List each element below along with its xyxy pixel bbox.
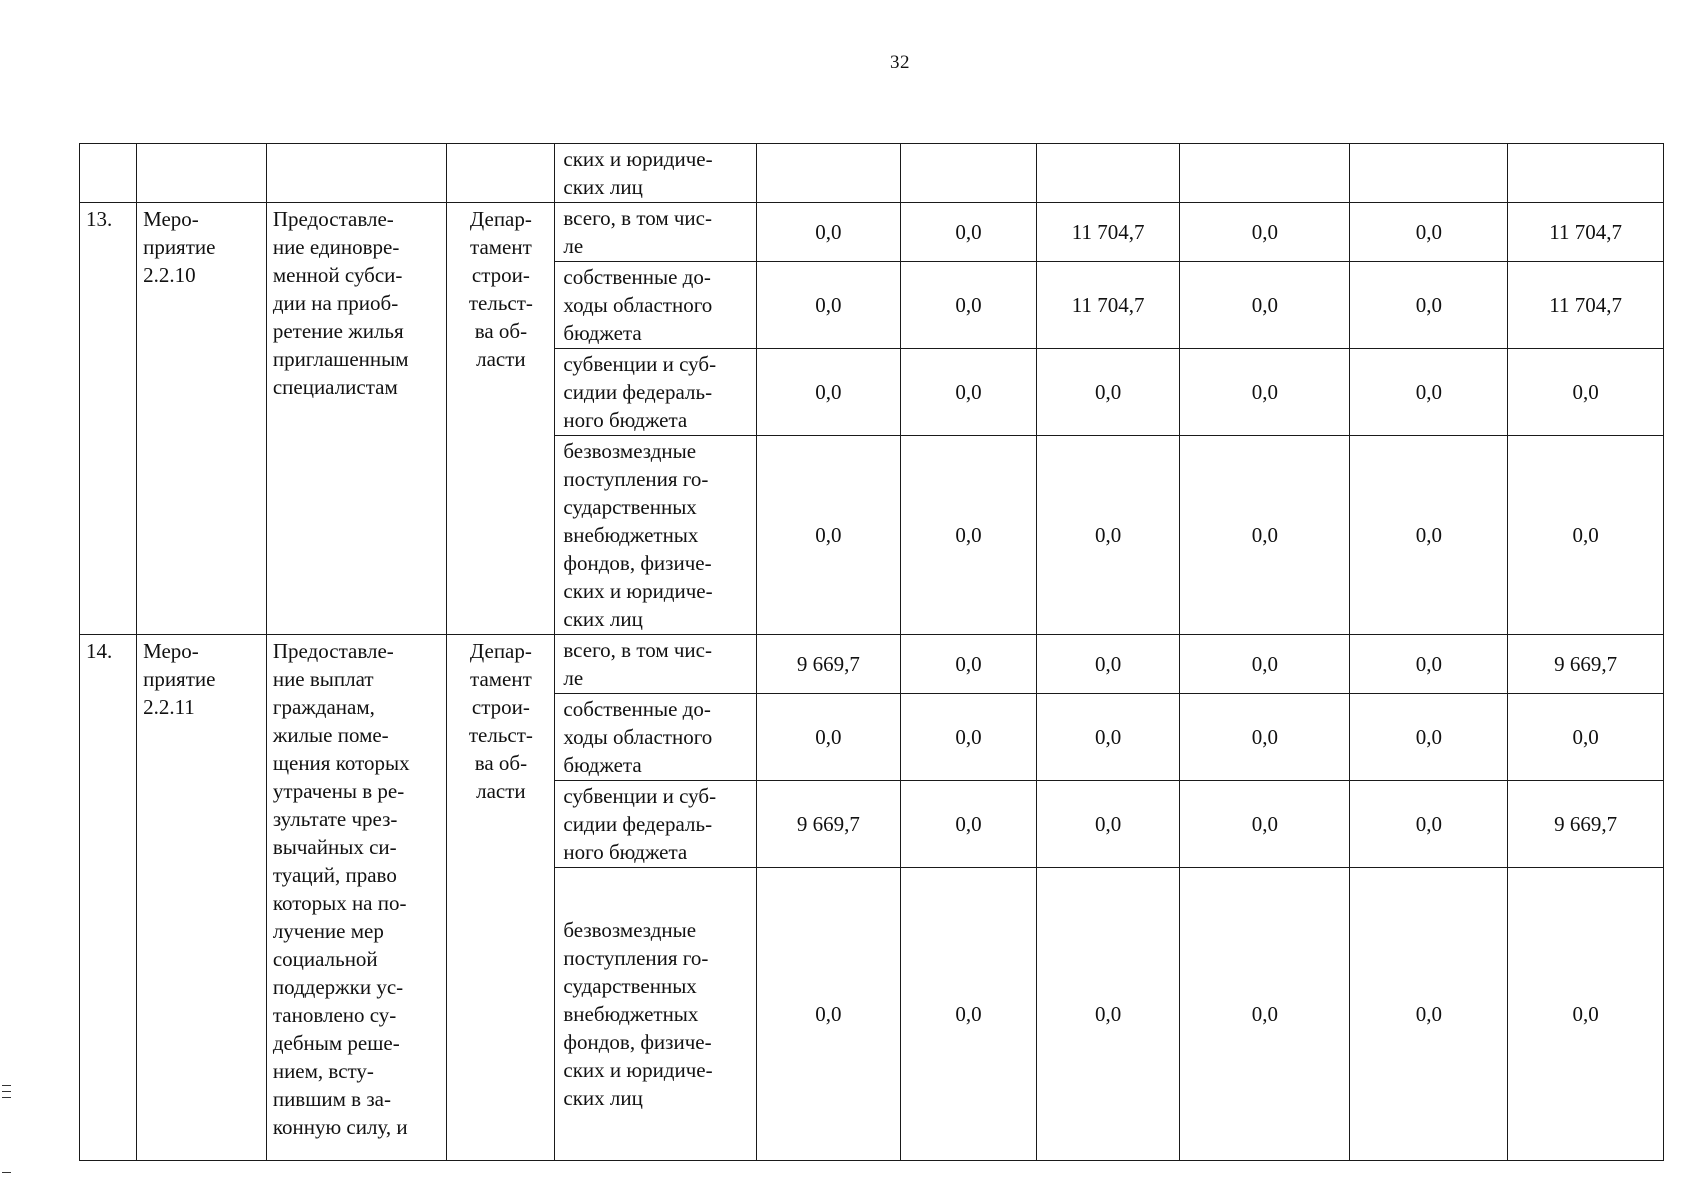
value-cell: 0,0: [1508, 694, 1664, 781]
cell-empty: [1350, 144, 1508, 203]
value-cell: 0,0: [756, 203, 900, 262]
funding-source-label: ских и юридиче- ских лиц: [563, 147, 713, 199]
value-cell: 0,0: [756, 349, 900, 436]
budget-table: [79, 143, 1664, 1161]
value-cell: 0,0: [1350, 262, 1508, 349]
funding-source-label: безвозмездные поступления го- сударственных внебюджетных фондов, физиче- ских и юридиче- ских лиц: [563, 918, 713, 1110]
cell-empty: [447, 144, 555, 203]
value-cell: 0,0: [1036, 694, 1179, 781]
value-cell: 11 704,7: [1036, 262, 1179, 349]
funding-source-label: субвенции и суб- сидии федераль- ного бюджета: [563, 352, 717, 432]
value-cell: 11 704,7: [1508, 203, 1664, 262]
value-cell: 11 704,7: [1036, 203, 1179, 262]
value-cell: 0,0: [901, 262, 1037, 349]
value-cell: 0,0: [901, 781, 1037, 868]
value-cell: 11 704,7: [1508, 262, 1664, 349]
value-cell: 0,0: [1350, 436, 1508, 635]
measure-description: Предоставле- ние единовре- менной субси- дии на приоб- ретение жилья приглашенным специалистам: [266, 203, 447, 635]
value-cell: 0,0: [901, 349, 1037, 436]
continuation-row: [80, 144, 1664, 203]
scan-margin-mark: [2, 1097, 11, 1098]
measure-code: Меро- приятие 2.2.10: [137, 203, 267, 635]
cell-empty: [1036, 144, 1179, 203]
value-cell: 0,0: [1180, 262, 1350, 349]
value-cell: 0,0: [1036, 635, 1179, 694]
cell-empty: [266, 144, 447, 203]
measure-code: Меро- приятие 2.2.11: [137, 635, 267, 1161]
value-cell: 0,0: [1036, 781, 1179, 868]
value-cell: 0,0: [1180, 203, 1350, 262]
scan-margin-mark: [2, 1085, 11, 1086]
row-number: 13.: [80, 203, 137, 635]
value-cell: 0,0: [901, 635, 1037, 694]
value-cell: 0,0: [1180, 349, 1350, 436]
responsible-department: Депар- тамент строи- тельст- ва об- ласти: [447, 635, 555, 1161]
cell-empty: [901, 144, 1037, 203]
value-cell: 0,0: [1180, 635, 1350, 694]
value-cell: 0,0: [901, 203, 1037, 262]
value-cell: 9 669,7: [1508, 781, 1664, 868]
value-cell: 0,0: [1036, 349, 1179, 436]
value-cell: 0,0: [1350, 203, 1508, 262]
value-cell: 0,0: [1508, 868, 1664, 1161]
table-row: [80, 203, 1664, 262]
row-number: 14.: [80, 635, 137, 1161]
funding-source-label: субвенции и суб- сидии федераль- ного бюджета: [563, 784, 717, 864]
cell-empty: [1508, 144, 1664, 203]
cell-empty: [80, 144, 137, 203]
value-cell: 9 669,7: [756, 635, 900, 694]
scan-margin-mark: [2, 1091, 11, 1092]
value-cell: 0,0: [1180, 436, 1350, 635]
measure-description: Предоставле- ние выплат гражданам, жилые поме- щения которых утрачены в ре- зультате чрез- вычайных си- туаций, право которых на по- лучение мер социальной поддержки ус- тановлено су- дебным реше- нием, всту- пившим в за- конную силу, и: [266, 635, 447, 1161]
value-cell: 0,0: [901, 436, 1037, 635]
value-cell: 9 669,7: [1508, 635, 1664, 694]
value-cell: 0,0: [1180, 781, 1350, 868]
value-cell: 0,0: [1036, 868, 1179, 1161]
funding-source-label: собственные до- ходы областного бюджета: [563, 697, 713, 777]
value-cell: 0,0: [1508, 349, 1664, 436]
scan-margin-mark: [2, 1172, 11, 1173]
value-cell: 0,0: [1036, 436, 1179, 635]
value-cell: 9 669,7: [756, 781, 900, 868]
page-number: 32: [890, 52, 910, 73]
funding-source-cell: [555, 144, 756, 203]
value-cell: 0,0: [901, 694, 1037, 781]
cell-empty: [137, 144, 267, 203]
value-cell: 0,0: [756, 436, 900, 635]
value-cell: 0,0: [1180, 694, 1350, 781]
cell-empty: [756, 144, 900, 203]
value-cell: 0,0: [1350, 694, 1508, 781]
value-cell: 0,0: [901, 868, 1037, 1161]
value-cell: 0,0: [1350, 635, 1508, 694]
responsible-department: Депар- тамент строи- тельст- ва об- ласти: [447, 203, 555, 635]
table-row: [80, 635, 1664, 694]
value-cell: 0,0: [756, 868, 900, 1161]
value-cell: 0,0: [1350, 868, 1508, 1161]
value-cell: 0,0: [756, 694, 900, 781]
funding-source-label: всего, в том чис- ле: [563, 206, 712, 258]
funding-source-label: безвозмездные поступления го- сударственных внебюджетных фондов, физиче- ских и юридиче- ских лиц: [563, 439, 713, 631]
value-cell: 0,0: [756, 262, 900, 349]
value-cell: 0,0: [1350, 349, 1508, 436]
value-cell: 0,0: [1180, 868, 1350, 1161]
funding-source-label: собственные до- ходы областного бюджета: [563, 265, 713, 345]
cell-empty: [1180, 144, 1350, 203]
funding-source-label: всего, в том чис- ле: [563, 638, 712, 690]
value-cell: 0,0: [1508, 436, 1664, 635]
value-cell: 0,0: [1350, 781, 1508, 868]
